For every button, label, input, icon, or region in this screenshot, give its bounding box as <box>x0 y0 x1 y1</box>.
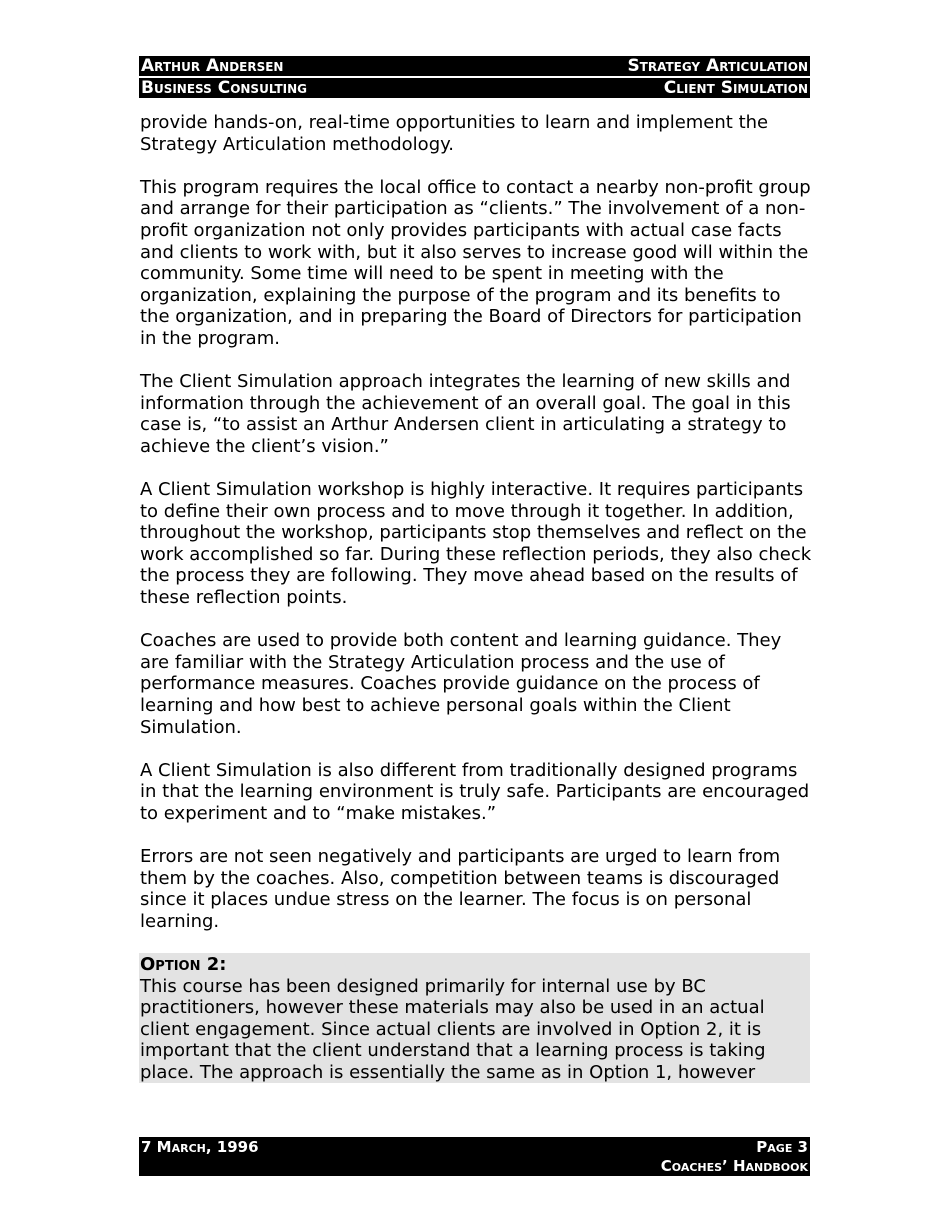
paragraph: A Client Simulation is also different from traditionally designed programs in that the learning environment is truly safe. Participants are encouraged to experiment and to “make mistakes.” <box>140 759 810 824</box>
paragraph: The Client Simulation approach integrates the learning of new skills and information through the achievement of an overall goal. The goal in this case is, “to assist an Arthur Andersen client in articulating a strategy to achieve the client’s vision.” <box>140 371 791 457</box>
section-title: Client Simulation <box>663 78 808 98</box>
company-name: Arthur Andersen <box>141 56 284 76</box>
footer-date: 7 March, 1996 <box>141 1138 259 1156</box>
header-row-2 <box>139 78 810 98</box>
paragraph: This program requires the local office to contact a nearby non-profit group and arrange for their participation as “clients.” The involvement of a non-profit organization not only provides participants with actual case facts and clients to work with, but it also serves to increase good will within the community. Some time will need to be spent in meeting with the organization, explaining the purpose of the program and its benefits to the organization, and in preparing the Board of Directors for participation in the program. <box>140 176 811 349</box>
footer-row-1 <box>139 1137 810 1157</box>
option-2-text: This course has been designed primarily for internal use by BC practitioners, however these materials may also be used in an actual client engagement. Since actual clients are involved in Option 2, it is important that the client understand that a learning process is taking place. The approach is essentially the same as in Option 1, however <box>140 975 766 1083</box>
header-row-1 <box>139 56 810 76</box>
page-number: Page 3 <box>756 1138 808 1156</box>
paragraph: A Client Simulation workshop is highly interactive. It requires participants to define their own process and to move through it together. In addition, throughout the workshop, participants stop themselves and reflect on the work accomplished so far. During these reflection periods, they also check the process they are following. They move ahead based on the results of these reflection points. <box>140 479 812 609</box>
division-name: Business Consulting <box>141 78 308 98</box>
paragraph: Errors are not seen negatively and participants are urged to learn from them by the coaches. Also, competition between teams is discouraged since it places undue stress on the learner. The focus is on personal learning. <box>140 846 781 932</box>
paragraph: provide hands-on, real-time opportunities to learn and implement the Strategy Articulation methodology. <box>140 112 769 155</box>
option-2-box <box>139 953 810 1083</box>
footer-row-2 <box>139 1156 810 1176</box>
paragraph: Coaches are used to provide both content and learning guidance. They are familiar with the Strategy Articulation process and the use of performance measures. Coaches provide guidance on the process of learning and how best to achieve personal goals within the Client Simulation. <box>140 630 782 738</box>
body-text <box>140 112 812 954</box>
option-2-title: Option 2: <box>140 954 227 975</box>
handbook-title: Coaches’ Handbook <box>660 1157 808 1175</box>
document-title: Strategy Articulation <box>627 56 808 76</box>
